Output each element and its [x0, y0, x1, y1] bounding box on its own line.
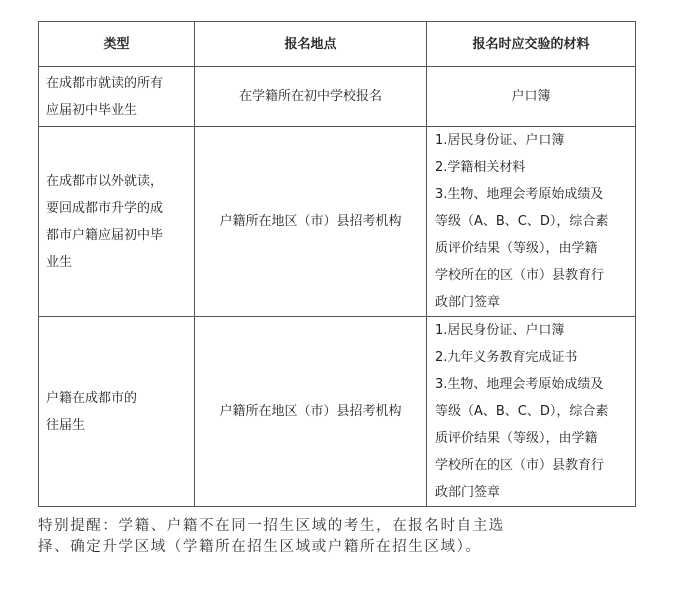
materials-line: 3.生物、地理会考原始成绩及 [435, 187, 604, 202]
materials-line: 2.学籍相关材料 [435, 160, 526, 175]
materials-line: 3.生物、地理会考原始成绩及 [435, 377, 604, 392]
type-line: 户籍在成都市的 [46, 390, 138, 406]
header-type: 类型 [39, 22, 195, 67]
materials-line: 质评价结果（等级），由学籍 [435, 241, 598, 256]
materials-line: 学校所在的区（市）县教育行 [435, 268, 605, 283]
row-materials-cell [427, 67, 636, 127]
materials-line: 等级（A、B、C、D），综合素 [435, 214, 609, 229]
special-reminder-note [38, 516, 648, 558]
row-materials-cell [427, 317, 636, 507]
materials-line: 学校所在的区（市）县教育行 [435, 458, 605, 473]
materials-line: 等级（A、B、C、D），综合素 [435, 404, 609, 419]
table-row [39, 67, 636, 127]
row-type-cell [39, 67, 195, 127]
table-row [39, 127, 636, 317]
type-line: 在成都市以外就读， [46, 173, 164, 189]
type-line: 业生 [46, 254, 73, 270]
header-materials: 报名时应交验的材料 [427, 22, 636, 67]
note-line: 特别提醒：学籍、户籍不在同一招生区域的考生，在报名时自主选 [38, 518, 505, 534]
type-line: 往届生 [46, 417, 86, 433]
materials-line: 政部门签章 [435, 485, 501, 500]
header-location: 报名地点 [195, 22, 427, 67]
row-location-cell: 户籍所在地区（市）县招考机构 [195, 317, 427, 507]
materials-line: 1.居民身份证、户口簿 [435, 133, 565, 148]
materials-line: 质评价结果（等级），由学籍 [435, 431, 598, 446]
row-materials-cell [427, 127, 636, 317]
materials-line: 户口簿 [511, 89, 551, 104]
type-line: 要回成都市升学的成 [46, 200, 164, 216]
row-type-cell [39, 127, 195, 317]
row-location-cell: 户籍所在地区（市）县招考机构 [195, 127, 427, 317]
type-line: 都市户籍应届初中毕 [46, 227, 164, 243]
note-line: 择、确定升学区域（学籍所在招生区域或户籍所在招生区域）。 [38, 539, 482, 555]
registration-requirements-table [38, 21, 636, 507]
table-header-row [39, 22, 636, 67]
materials-line: 政部门签章 [435, 295, 501, 310]
row-location-cell: 在学籍所在初中学校报名 [195, 67, 427, 127]
row-type-cell [39, 317, 195, 507]
table-row [39, 317, 636, 507]
materials-line: 2.九年义务教育完成证书 [435, 350, 578, 365]
type-line: 在成都市就读的所有 [46, 75, 164, 91]
type-line: 应届初中毕业生 [46, 102, 138, 118]
materials-line: 1.居民身份证、户口簿 [435, 323, 565, 338]
